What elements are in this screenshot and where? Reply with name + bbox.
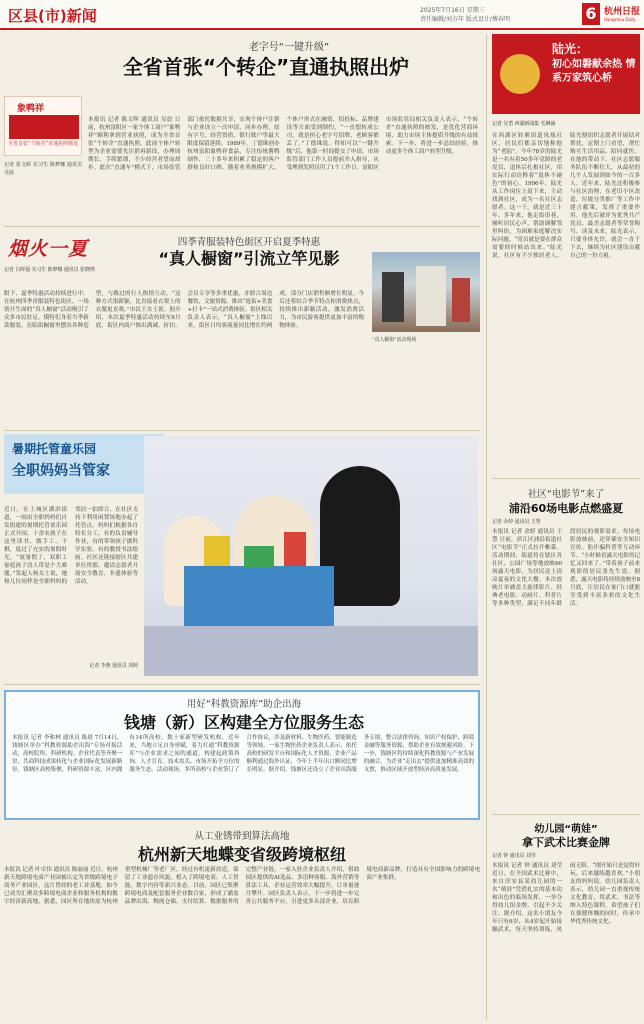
article-kicker: 老字号“一键升级”	[248, 42, 330, 53]
party-emblem-icon	[500, 54, 540, 94]
paper-name-en: Hangzhou Daily	[604, 17, 636, 22]
article-headline: 全职妈妈当管家	[12, 463, 110, 479]
article-byline: 记者 余婷 通讯员 王慧	[492, 519, 541, 525]
article-body: 在西湖区转塘街道凤凰社区，居民们都亲切地称他为“老陆”。今年78岁的陆光是一名有着50多年党龄的老党员，退休后扎根社区，用实际行动诠释着“退休不褪色”的初心。1996年，陆光从工作岗位上退下来，主动找到社区，成为一名社区志愿者。这一干，就是近三十年。多年来，他走街串巷，倾听居民心声，帮助调解邻里纠纷，为困难家庭解决实际问题。“党员就是要在群众需要的时候站出来。”陆光说。社区有不少独居老人，陆光便组织志愿者开展结对帮扶，定期上门看望，帮忙购买生活用品、陪同就医。在他的带动下，社区志愿服务队伍不断壮大，从最初的几个人发展到如今的一百多人。近年来，陆光还积极参与社区治理，在老旧小区改造、垃圾分类推广等工作中建言献策，发挥了重要作用。他先后被评为优秀共产党员、最美志愿者等荣誉称号。谈及未来，陆光表示，只要身体允许，就会一直干下去，继续为社区建设贡献自己的一份力量。	[492, 133, 640, 259]
article-subheadline: “真人橱窗”引流立竿见影	[158, 249, 340, 268]
article-headline: 杭州新天地蝶变省级跨境枢纽	[137, 845, 346, 864]
brand-promo-box	[4, 96, 82, 156]
article-byline: 记者 张文晖 实习生 陈梦娜 通讯员 吴晨	[4, 162, 82, 176]
date-line: 2025年7月16日 星期三	[420, 7, 485, 14]
certificate-caption: 全省首张“个转企”直通执照颁发	[8, 141, 79, 147]
article-kindergarten-wushu	[492, 818, 640, 1020]
editor-line: 责任编辑/刘方年 版式设计/傅春明	[420, 16, 510, 23]
article-byline: 记者 吴勇 西湖新闻集 毛琳涵	[492, 121, 556, 127]
article-subheadline: 拿下武术比赛金牌	[522, 836, 610, 849]
paper-name: 杭州日报	[604, 7, 641, 17]
article-community-film	[492, 482, 640, 812]
article-body: 本报讯 记者 余婷 通讯员 王慧 日前，滨江区浦沿街道社区“电影节”正式拉开帷幕。活动期间，街道将在辖区各社区、公园广场等地放映60场露天电影，为居民送上清凉夏夜的文化大餐。本次放映片单涵盖主旋律影片、经典老电影、动画片、科普片等多种类型，满足不同年龄段居民的观影需求。每场电影放映前，还穿插安全知识宣传、防诈骗科普等互动环节。“小时候看露天电影的记忆又回来了。”带着孩子前来观影的居民张先生说。据悉，露天电影将持续放映至8月底，让居民在家门口就能享受到丰富多彩的文化生活。	[492, 529, 640, 607]
article-body: 本报讯 记者 李和林 通讯员 陈晨 7月14日，钱塘区举办“科教资源助企出海”专场对接活动，高校院所、科研机构、企业代表等齐聚一堂，共商科技成果转化与企业国际化发展新路径。钱塘区高校集聚、科研资源丰富，区内拥有14所高校、数十家新型研发机构。近年来，当地立足自身禀赋，着力打通“科教资源库”与企业需求之间的通道，构建起政策咨询、人才引育、技术攻关、市场开拓全方位的服务生态。活动现场，多所高校与企业签订了合作协议，涉及新材料、生物医药、智能制造等领域。一家生物医药企业负责人表示，依托高校的研发平台和国际化人才资源，企业产品顺利通过海外认证，今年上半年出口额同比增长明显。据介绍，钱塘区还设立了企业出海服务专窗，整合法律咨询、知识产权保护、跨境金融等服务资源，帮助企业有效规避风险。下一步，钱塘区将持续深化科教资源与产业发展的融合，为企业“走出去”提供更加精准高效的支撑，推动区域开放型经济高质量发展。	[12, 735, 474, 773]
brand-name: 象鸭祥	[17, 104, 45, 114]
article-headline: 四季青服装特色街区开启夏季特惠	[177, 237, 321, 248]
section-title: 区县(市)新闻	[8, 7, 97, 25]
kicker-box	[4, 434, 164, 494]
shop-window-photo	[372, 252, 480, 332]
yanhuo-yixia-logo: 烟火一夏	[8, 238, 89, 260]
article-qiantang-services	[4, 690, 480, 820]
article-headline: 全省首张“个转企”直通执照出炉	[122, 55, 410, 79]
article-individual-to-enterprise	[4, 34, 480, 222]
kids-building-blocks-photo	[144, 436, 478, 676]
article-lu-guang	[492, 34, 640, 474]
article-summer-care	[4, 434, 480, 682]
article-body: 本报讯 记者 陈文晖 通讯员 吴晨 日前，杭州富阳区一家个体工商户“象鸭祥”顺利拿到营业执照，成为全省首张“个转企”直通执照。此前个体户转型为企业需要先注销再新设，办理周期长、手续繁琐，不少经营者望而却步。此次“直通车”模式下，市场监管部门依托数据共享，实现个体户注销与企业设立一次申请、同步办理，原有字号、经营资质、银行账户等最大限度保留延续。1989年，丁德珠创办杭州富阳象鸭祥食品，专注传统酱鸭制作，三十多年来积累了稳定的客户群和良好口碑。随着业务规模扩大，个体户形式在融资、招投标、品牌建设等方面受到制约。“一直想转成公司，就是担心老字号招牌、老顾客都丢了。”丁德珠说。得知可以“一键升级”后，他第一时间提交了申请。市场监管部门工作人员提前介入指导，从受理到发照仅用了1个工作日。富阳区市场监管局相关负责人表示，“个转企”直通执照的核发，是优化营商环境、助力市场主体提质升级的有益探索。下一步，将进一步总结经验，推动更多个体工商户转型升级。	[88, 117, 478, 171]
page-number: 6	[582, 3, 600, 25]
article-body: 本报讯 记者 叶卓伟 通讯员 陈丽丽 近日，杭州新天地跨境电商产业园被认定为省级跨境电子商务产业园区。这片曾经的老工业基地，如今已成为汇聚众多跨境电商企业和服务机构的数字经济新高地。据悉，园区所在地块原为杭州重型机械厂等老厂区，经过有机更新改造，保留了工业遗存风貌，植入了跨境电商、人工智能、数字内容等新兴业态。目前，园区已集聚跨境电商及配套服务企业数百家，形成了涵盖品牌出海、物流仓储、支付结算、数据服务的完整产业链。一家入驻企业负责人介绍，借助园区提供的AI选品、多语种客服、海外营销等算法工具，企业运营效率大幅提升，订单量逐月攀升。园区负责人表示，下一步将进一步完善公共服务平台，引进更多头部企业，培育跨境电商新品牌，打造具有全国影响力的跨境电商产业集群。	[4, 867, 480, 905]
article-headline: 社区“电影节”来了	[527, 489, 605, 500]
article-body: 本报讯 记者 钟 通讯员 刘莹 近日，在全国武术比赛中，来自淳安县某幼儿园的一名“萌娃”凭借扎实的基本功和出色的临场发挥，一举夺得幼儿组金牌，引起不少关注。据介绍，这名小朋友今年只有6岁，从4岁起开始接触武术，每天坚持训练，风雨无阻。“刚开始只是觉得好玩，后来越练越喜欢。”小朋友的妈妈说。幼儿园负责人表示，幼儿园一直重视传统文化教育，将武术、书法等纳入特色课程，希望孩子们在强健体魄的同时，传承中华优秀传统文化。	[492, 863, 640, 933]
article-headline: 陆光：	[552, 42, 589, 56]
article-kicker: 从工业锈带到算法高地	[194, 831, 290, 842]
article-clothing-street	[4, 230, 480, 426]
article-kicker: 用好“科教资源库”助企出海	[186, 699, 302, 710]
article-headline: 幼儿园“萌娃”	[534, 824, 598, 835]
article-body: 眼下，夏季特惠活动持续进行中。在杭州四季青服装特色街区，一场别开生面的“真人橱窗”活动吸引了众多市民驻足。模特们身着当季新款服装，在临街橱窗里摆出各种造型，与路过的行人热情互动。“这种方式很新颖，比直接看衣架上的衣服更直观。”市民王女士说。据介绍，本次夏季特惠活动持续至8月底，街区内商户推出满减、折扣、会员专享等多重优惠，并联合周边餐饮、文旅资源，推出“逛街+美食+打卡”一站式消费体验。街区相关负责人表示，“真人橱窗”上线以来，街区日均客流量同比增长约两成，部分门店销售额增长明显。今后还将结合季节特点和消费热点，持续推出新颖活动，激发消费活力，为市民游客提供更加丰富的购物体验。	[4, 291, 364, 329]
article-byline: 记者 吕晖强 实习生 陈梦娜 通讯员 张晓瑛	[4, 267, 95, 273]
article-body: 近日，在上城区湖滨街道，一间由全职妈妈们自发组建的暑期托管童乐园正式开园。十余名孩子在这里读书、做手工、下棋，度过了充实的暑假时光。“放暑假了，双职工家庭孩子没人带是个大难题。”发起人杨女士说，她和几位同样是全职妈妈的邻居一拍即合，在社区支持下利用闲置场地办起了托管点。妈妈们根据各自特长分工，有的负责辅导作业，有的带领孩子做科学实验，有的教授书法绘画。社区还链接辖区共建单位资源，邀请志愿者开展安全教育、非遗体验等活动。	[4, 507, 138, 585]
certificate-icon	[9, 115, 79, 139]
masthead	[0, 0, 644, 30]
article-byline: 记者 钟 通讯员 刘莹	[492, 853, 536, 859]
article-kicker: 暑期托管童乐园	[12, 442, 97, 456]
photo-caption: “真人橱窗”活动现场	[372, 337, 417, 343]
article-subheadline: 初心如磐献余热 情系万家筑心桥	[552, 59, 636, 84]
article-xintiandi-crossborder	[4, 826, 480, 1020]
article-headline: 钱塘（新）区构建全方位服务生态	[123, 713, 364, 732]
article-byline: 记者 李燕 通讯员 周婷	[89, 663, 138, 669]
article-subheadline: 浦沿60场电影点燃盛夏	[508, 502, 624, 515]
